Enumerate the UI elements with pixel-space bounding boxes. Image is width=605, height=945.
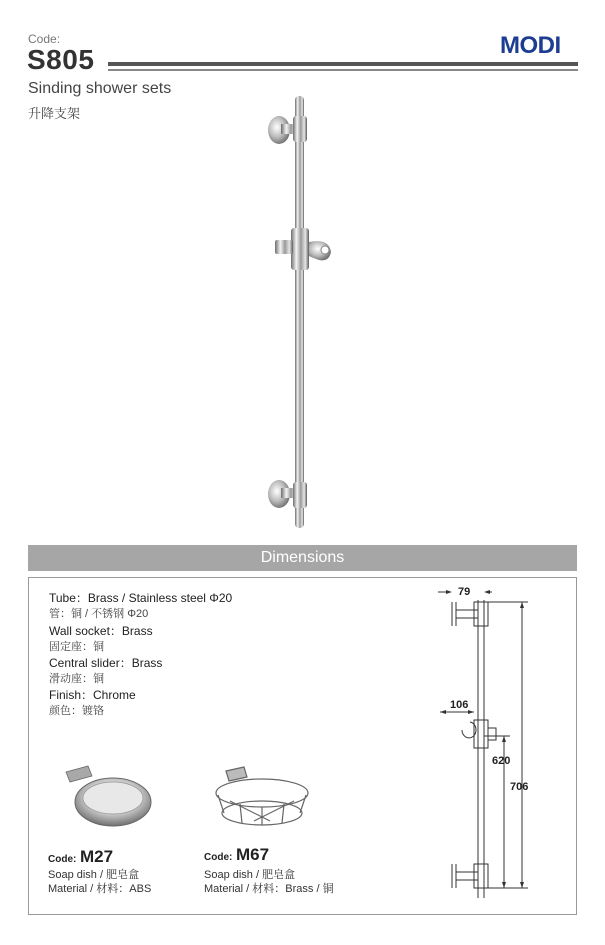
m27-description: Soap dish / 肥皂盒 (48, 869, 140, 881)
dim-79: 79 (458, 586, 471, 598)
dimension-drawing (420, 580, 570, 910)
dim-706: 706 (510, 781, 529, 793)
m67-code-label: Code: (204, 852, 233, 863)
m27-code-label: Code: (48, 854, 77, 865)
dimensions-header: Dimensions (28, 545, 577, 571)
m67-code: M67 (236, 845, 270, 864)
spec-slider-en: Central slider：Brass (49, 656, 163, 670)
dim-106: 106 (450, 699, 469, 711)
m27-code: M27 (80, 847, 114, 866)
spec-tube-en: Tube：Brass / Stainless steel Φ20 (49, 591, 233, 605)
header-rule-thick (108, 62, 578, 66)
product-code: S805 (27, 44, 95, 75)
spec-tube-cn: 管：铜 / 不锈钢 Φ20 (49, 608, 149, 620)
header-rule-thin (108, 69, 578, 71)
shower-rail-photo (255, 90, 345, 530)
dim-620: 620 (492, 755, 511, 767)
product-title-cn: 升降支架 (28, 106, 81, 121)
spec-finish-cn: 颜色：镀铬 (49, 705, 104, 717)
spec-wall-socket-cn: 固定座：铜 (49, 641, 104, 653)
product-title-en: Sinding shower sets (28, 80, 172, 97)
spec-slider-cn: 滑动座：铜 (49, 673, 104, 685)
soap-dish-m67-photo (210, 763, 315, 835)
code-label: Code: (28, 32, 61, 46)
m67-description: Soap dish / 肥皂盒 (204, 869, 296, 881)
m67-material: Material / 材料：Brass / 铜 (204, 883, 334, 895)
brand-logo: MODI (500, 32, 561, 59)
soap-dish-m27-photo (58, 760, 158, 835)
spec-wall-socket-en: Wall socket：Brass (49, 624, 153, 638)
spec-finish-en: Finish：Chrome (49, 688, 136, 702)
m27-material: Material / 材料：ABS (48, 883, 152, 895)
